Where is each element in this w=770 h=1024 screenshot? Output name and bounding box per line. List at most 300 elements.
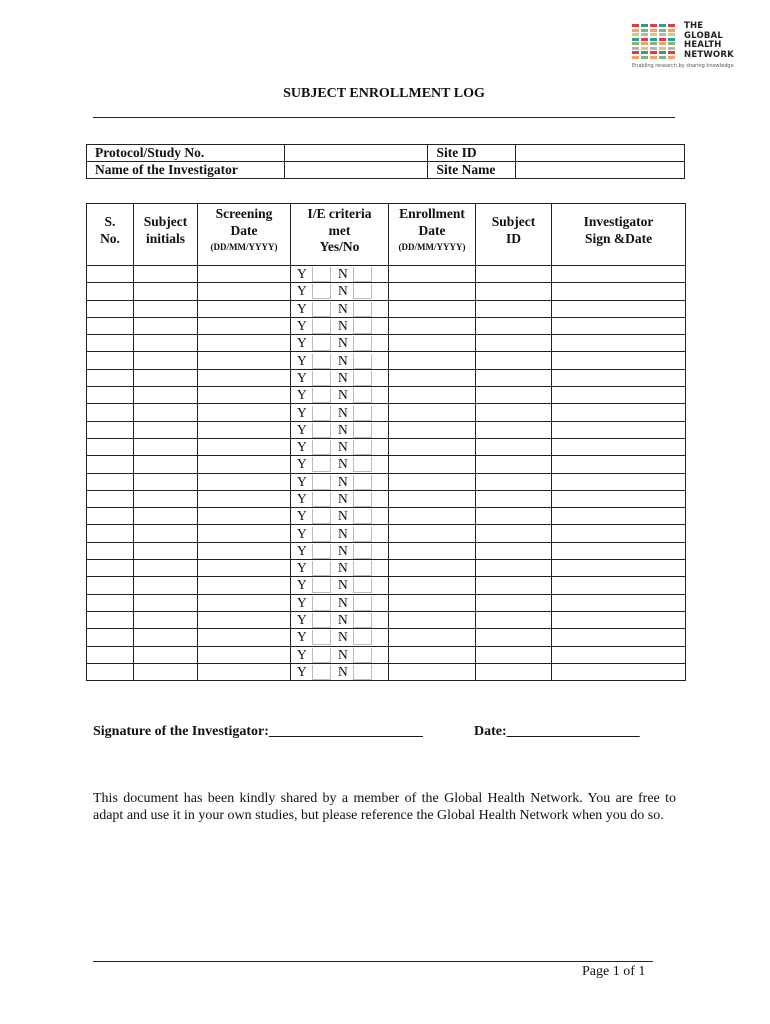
screening-date-cell[interactable] [198,335,291,352]
enrollment-date-cell[interactable] [389,266,476,283]
subject-id-cell[interactable] [476,404,552,421]
yes-checkbox[interactable] [312,613,331,628]
no-label: N [338,473,348,489]
no-checkbox[interactable] [353,475,372,490]
subject-id-cell[interactable] [476,369,552,386]
no-checkbox[interactable] [353,544,372,559]
initials-cell[interactable] [134,421,198,438]
header-line: Yes/No [319,239,360,254]
investigator-sign-cell[interactable] [552,594,686,611]
no-checkbox[interactable] [353,596,372,611]
subject-id-cell[interactable] [476,438,552,455]
enrollment-date-cell[interactable] [389,438,476,455]
investigator-sign-cell[interactable] [552,421,686,438]
investigator-sign-cell[interactable] [552,629,686,646]
yes-checkbox[interactable] [312,578,331,593]
sno-cell[interactable] [87,646,134,663]
yes-checkbox[interactable] [312,527,331,542]
yes-checkbox[interactable] [312,648,331,663]
enrollment-date-cell[interactable] [389,421,476,438]
initials-cell[interactable] [134,335,198,352]
screening-date-cell[interactable] [198,300,291,317]
enrollment-date-cell[interactable] [389,542,476,559]
logo-bar [650,56,657,59]
screening-date-cell[interactable] [198,508,291,525]
yes-no-choice [291,560,388,576]
no-checkbox[interactable] [353,527,372,542]
table-row [87,629,686,646]
initials-cell[interactable] [134,283,198,300]
initials-cell[interactable] [134,456,198,473]
ie-criteria-cell[interactable] [291,335,389,352]
ie-criteria-cell[interactable] [291,525,389,542]
ie-criteria-cell[interactable] [291,490,389,507]
table-row [87,300,686,317]
screening-date-cell[interactable] [198,663,291,680]
subject-id-cell[interactable] [476,490,552,507]
no-checkbox[interactable] [353,509,372,524]
investigator-field[interactable] [284,162,428,179]
no-label: N [338,646,348,662]
table-row [87,560,686,577]
no-checkbox[interactable] [353,354,372,369]
investigator-signature-line[interactable]: Signature of the Investigator:______________________ [93,724,423,739]
ie-criteria-cell[interactable] [291,646,389,663]
no-label: N [338,387,348,403]
no-checkbox[interactable] [353,406,372,421]
no-checkbox[interactable] [353,561,372,576]
initials-cell[interactable] [134,317,198,334]
yes-label: Y [297,369,307,385]
investigator-sign-cell[interactable] [552,663,686,680]
investigator-sign-cell[interactable] [552,542,686,559]
enrollment-date-cell[interactable] [389,300,476,317]
screening-date-cell[interactable] [198,577,291,594]
yes-no-choice [291,301,388,317]
site-name-field[interactable] [516,162,685,179]
yes-checkbox[interactable] [312,354,331,369]
signature-date-line[interactable]: Date:___________________ [474,724,640,739]
no-checkbox[interactable] [353,371,372,386]
yes-label: Y [297,439,307,455]
yes-label: Y [297,560,307,576]
no-checkbox[interactable] [353,388,372,403]
logo-bar [668,56,675,59]
ie-criteria-cell[interactable] [291,266,389,283]
sno-cell[interactable] [87,473,134,490]
sno-cell[interactable] [87,508,134,525]
no-label: N [338,560,348,576]
table-row [87,352,686,369]
logo-bar [668,38,675,41]
logo-line: HEALTH [684,40,722,50]
initials-cell[interactable] [134,266,198,283]
sno-cell[interactable] [87,629,134,646]
screening-date-cell[interactable] [198,525,291,542]
subject-id-cell[interactable] [476,317,552,334]
enrollment-date-cell[interactable] [389,352,476,369]
ie-criteria-cell[interactable] [291,473,389,490]
no-label: N [338,577,348,593]
initials-cell[interactable] [134,508,198,525]
ie-criteria-cell[interactable] [291,421,389,438]
investigator-sign-cell[interactable] [552,560,686,577]
investigator-sign-cell[interactable] [552,473,686,490]
screening-date-cell[interactable] [198,266,291,283]
screening-date-cell[interactable] [198,369,291,386]
initials-cell[interactable] [134,473,198,490]
yes-checkbox[interactable] [312,492,331,507]
yes-label: Y [297,300,307,316]
subject-id-cell[interactable] [476,611,552,628]
sno-cell[interactable] [87,663,134,680]
header-line: S. [104,214,116,229]
yes-checkbox[interactable] [312,319,331,334]
no-label: N [338,421,348,437]
no-label: N [338,629,348,645]
ie-criteria-cell[interactable] [291,629,389,646]
yes-checkbox[interactable] [312,440,331,455]
subject-id-cell[interactable] [476,473,552,490]
initials-cell[interactable] [134,646,198,663]
header-line: initials [145,230,185,246]
title-rule [93,117,675,118]
investigator-sign-cell[interactable] [552,317,686,334]
logo-bar [641,56,648,59]
ie-criteria-cell[interactable] [291,508,389,525]
investigator-sign-cell[interactable] [552,404,686,421]
ie-criteria-cell[interactable] [291,317,389,334]
header-line: No. [100,230,120,246]
table-row [87,266,686,283]
ie-criteria-cell[interactable] [291,611,389,628]
subject-id-cell[interactable] [476,352,552,369]
yes-label: Y [297,646,307,662]
subject-id-cell[interactable] [476,560,552,577]
subject-id-cell[interactable] [476,387,552,404]
yes-no-choice [291,353,388,369]
ie-criteria-cell[interactable] [291,577,389,594]
investigator-sign-cell[interactable] [552,577,686,594]
logo-bar [659,42,666,45]
subject-id-cell[interactable] [476,525,552,542]
investigator-sign-cell[interactable] [552,369,686,386]
investigator-sign-cell[interactable] [552,490,686,507]
initials-cell[interactable] [134,300,198,317]
logo-bar [641,29,648,32]
subject-id-cell[interactable] [476,646,552,663]
sno-cell[interactable] [87,438,134,455]
header-line: I/E criteria [307,206,372,221]
ie-criteria-cell[interactable] [291,542,389,559]
yes-no-choice [291,370,388,386]
no-checkbox[interactable] [353,336,372,351]
sno-cell[interactable] [87,490,134,507]
no-checkbox[interactable] [353,457,372,472]
sno-cell[interactable] [87,404,134,421]
enrollment-date-cell[interactable] [389,525,476,542]
screening-date-cell[interactable] [198,629,291,646]
yes-label: Y [297,473,307,489]
no-checkbox[interactable] [353,284,372,299]
ie-criteria-cell[interactable] [291,438,389,455]
ie-criteria-cell[interactable] [291,300,389,317]
yes-checkbox[interactable] [312,561,331,576]
yes-checkbox[interactable] [312,596,331,611]
sno-cell[interactable] [87,266,134,283]
initials-cell[interactable] [134,629,198,646]
screening-date-cell[interactable] [198,473,291,490]
yes-no-choice [291,595,388,611]
yes-no-choice [291,543,388,559]
screening-date-cell[interactable] [198,560,291,577]
ie-criteria-cell[interactable] [291,352,389,369]
no-label: N [338,404,348,420]
investigator-sign-cell[interactable] [552,646,686,663]
no-checkbox[interactable] [353,319,372,334]
yes-no-choice [291,422,388,438]
yes-no-choice [291,612,388,628]
sno-cell[interactable] [87,352,134,369]
yes-no-choice [291,405,388,421]
investigator-sign-cell[interactable] [552,352,686,369]
yes-checkbox[interactable] [312,284,331,299]
yes-checkbox[interactable] [312,665,331,680]
yes-checkbox[interactable] [312,475,331,490]
screening-date-cell[interactable] [198,646,291,663]
investigator-sign-cell[interactable] [552,508,686,525]
ie-criteria-cell[interactable] [291,594,389,611]
no-label: N [338,369,348,385]
sno-cell[interactable] [87,577,134,594]
table-row [87,663,686,680]
yes-checkbox[interactable] [312,406,331,421]
yes-label: Y [297,335,307,351]
enrollment-date-cell[interactable] [389,629,476,646]
enrollment-date-cell[interactable] [389,577,476,594]
enrollment-date-cell[interactable] [389,387,476,404]
ie-criteria-cell[interactable] [291,369,389,386]
yes-label: Y [297,525,307,541]
sno-cell[interactable] [87,421,134,438]
screening-date-cell[interactable] [198,594,291,611]
enrollment-date-cell[interactable] [389,317,476,334]
yes-checkbox[interactable] [312,267,331,282]
subject-id-cell[interactable] [476,577,552,594]
initials-cell[interactable] [134,387,198,404]
investigator-sign-cell[interactable] [552,456,686,473]
logo-tagline: Enabling research by sharing knowledge [632,63,734,69]
investigator-sign-cell[interactable] [552,525,686,542]
enrollment-date-cell[interactable] [389,335,476,352]
ie-criteria-cell[interactable] [291,560,389,577]
sno-cell[interactable] [87,335,134,352]
initials-cell[interactable] [134,490,198,507]
yes-checkbox[interactable] [312,509,331,524]
logo-line: THE [684,21,704,31]
enrollment-date-cell[interactable] [389,646,476,663]
initials-cell[interactable] [134,611,198,628]
logo-bar [659,24,666,27]
no-checkbox[interactable] [353,665,372,680]
no-label: N [338,612,348,628]
enrollment-date-cell[interactable] [389,473,476,490]
subject-id-cell[interactable] [476,542,552,559]
sno-cell[interactable] [87,525,134,542]
yes-no-choice [291,318,388,334]
sno-cell[interactable] [87,317,134,334]
investigator-sign-cell[interactable] [552,335,686,352]
investigator-sign-cell[interactable] [552,387,686,404]
no-checkbox[interactable] [353,648,372,663]
ie-criteria-cell[interactable] [291,404,389,421]
no-label: N [338,663,348,679]
screening-date-cell[interactable] [198,490,291,507]
subject-id-cell[interactable] [476,335,552,352]
no-checkbox[interactable] [353,423,372,438]
screening-date-cell[interactable] [198,283,291,300]
screening-date-cell[interactable] [198,438,291,455]
table-row [87,387,686,404]
ie-criteria-cell[interactable] [291,663,389,680]
screening-date-cell[interactable] [198,611,291,628]
sno-cell[interactable] [87,594,134,611]
site-id-label: Site ID [428,145,516,162]
screening-date-cell[interactable] [198,387,291,404]
header-ie-criteria [291,204,389,266]
logo-bar [668,24,675,27]
initials-cell[interactable] [134,525,198,542]
sno-cell[interactable] [87,611,134,628]
initials-cell[interactable] [134,352,198,369]
logo-bar [650,47,657,50]
no-label: N [338,439,348,455]
header-line: ID [505,230,521,246]
sno-cell[interactable] [87,300,134,317]
enrollment-date-cell[interactable] [389,404,476,421]
screening-date-cell[interactable] [198,542,291,559]
screening-date-cell[interactable] [198,456,291,473]
logo-bar [668,33,675,36]
protocol-field[interactable] [284,145,428,162]
yes-checkbox[interactable] [312,336,331,351]
screening-date-cell[interactable] [198,421,291,438]
no-checkbox[interactable] [353,302,372,317]
investigator-sign-cell[interactable] [552,266,686,283]
initials-cell[interactable] [134,369,198,386]
no-checkbox[interactable] [353,630,372,645]
subject-id-cell[interactable] [476,300,552,317]
initials-cell[interactable] [134,560,198,577]
logo-bar [650,38,657,41]
enrollment-date-cell[interactable] [389,594,476,611]
initials-cell[interactable] [134,404,198,421]
logo-mark-icon [632,24,676,60]
screening-date-cell[interactable] [198,317,291,334]
header-subject-id [476,204,552,266]
no-checkbox[interactable] [353,267,372,282]
no-label: N [338,456,348,472]
subject-id-cell[interactable] [476,629,552,646]
investigator-sign-cell[interactable] [552,283,686,300]
header-investigator-sign [552,204,686,266]
sno-cell[interactable] [87,542,134,559]
initials-cell[interactable] [134,577,198,594]
logo-bar [632,29,639,32]
ie-criteria-cell[interactable] [291,283,389,300]
initials-cell[interactable] [134,663,198,680]
enrollment-date-cell[interactable] [389,283,476,300]
enrollment-date-cell[interactable] [389,369,476,386]
site-name-label: Site Name [428,162,516,179]
logo-bar [632,42,639,45]
sno-cell[interactable] [87,369,134,386]
initials-cell[interactable] [134,594,198,611]
site-id-field[interactable] [516,145,685,162]
investigator-sign-cell[interactable] [552,300,686,317]
subject-id-cell[interactable] [476,594,552,611]
enrollment-date-cell[interactable] [389,508,476,525]
no-checkbox[interactable] [353,613,372,628]
yes-label: Y [297,508,307,524]
initials-cell[interactable] [134,438,198,455]
no-checkbox[interactable] [353,492,372,507]
yes-checkbox[interactable] [312,388,331,403]
yes-checkbox[interactable] [312,544,331,559]
no-checkbox[interactable] [353,578,372,593]
subject-id-cell[interactable] [476,456,552,473]
logo-bar [632,24,639,27]
sno-cell[interactable] [87,387,134,404]
ie-criteria-cell[interactable] [291,387,389,404]
yes-no-choice [291,335,388,351]
screening-date-cell[interactable] [198,404,291,421]
yes-checkbox[interactable] [312,423,331,438]
enrollment-date-cell[interactable] [389,456,476,473]
table-row [87,404,686,421]
table-row [87,421,686,438]
subject-id-cell[interactable] [476,266,552,283]
yes-checkbox[interactable] [312,371,331,386]
investigator-sign-cell[interactable] [552,611,686,628]
enrollment-date-cell[interactable] [389,663,476,680]
sno-cell[interactable] [87,283,134,300]
yes-label: Y [297,404,307,420]
no-checkbox[interactable] [353,440,372,455]
subject-id-cell[interactable] [476,283,552,300]
footer-rule [93,961,653,962]
screening-date-cell[interactable] [198,352,291,369]
sno-cell[interactable] [87,456,134,473]
enrollment-date-cell[interactable] [389,560,476,577]
yes-no-choice [291,283,388,299]
enrollment-date-cell[interactable] [389,611,476,628]
yes-checkbox[interactable] [312,302,331,317]
enrollment-date-cell[interactable] [389,490,476,507]
yes-label: Y [297,283,307,299]
ie-criteria-cell[interactable] [291,456,389,473]
investigator-sign-cell[interactable] [552,438,686,455]
table-row [87,508,686,525]
sno-cell[interactable] [87,560,134,577]
yes-checkbox[interactable] [312,630,331,645]
no-label: N [338,300,348,316]
subject-id-cell[interactable] [476,508,552,525]
yes-checkbox[interactable] [312,457,331,472]
initials-cell[interactable] [134,542,198,559]
subject-id-cell[interactable] [476,421,552,438]
subject-id-cell[interactable] [476,663,552,680]
